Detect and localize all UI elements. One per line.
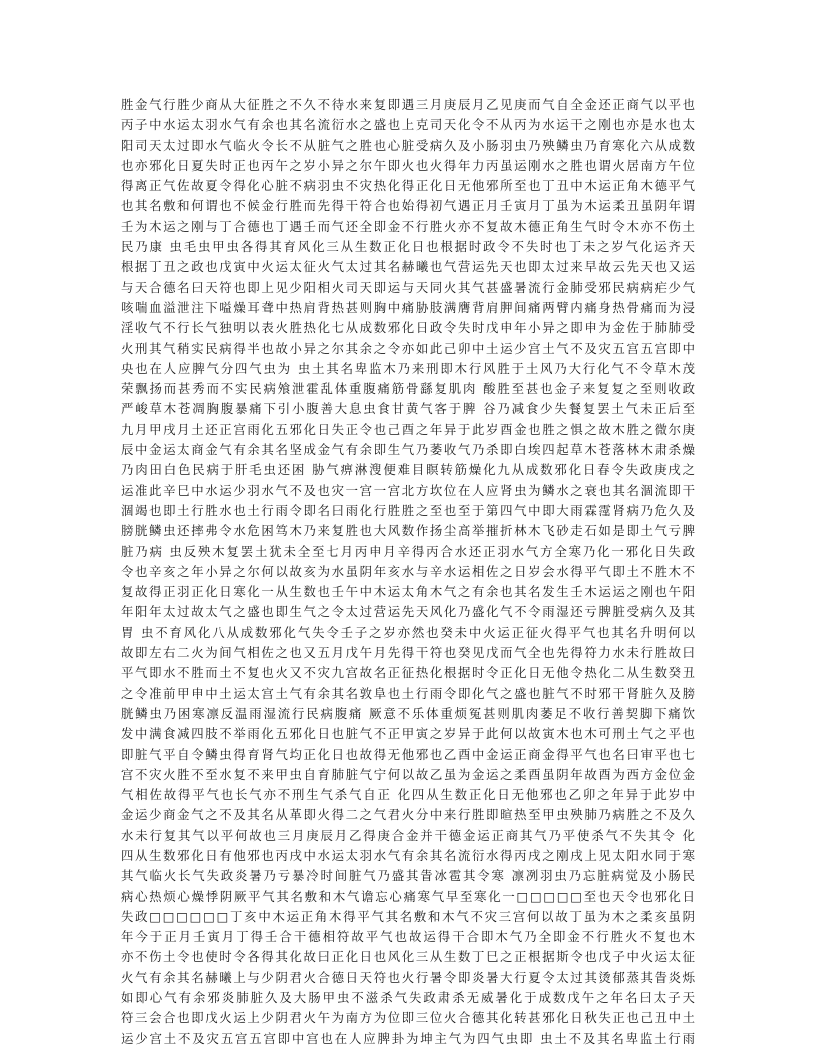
text-line: 民乃康 虫毛虫甲虫各得其育风化三从生数正化日也根据时政令不失时也丁未之岁气化运齐天 bbox=[121, 239, 695, 255]
text-line: 央也在人应脾气分四气虫为 虫土其名卑监木乃来刑即木行风胜于土风乃大行化气不令草木茂 bbox=[121, 360, 695, 376]
text-line: 咳喘血溢泄注下嗌燥耳聋中热肩背热甚则胸中痛胁肢满膺背肩胛间痛两臂内痛身热骨痛而为浸 bbox=[121, 299, 695, 315]
text-line: 根据丁丑之政也戊寅中火运太征火气太过其名赫曦也气营运先天也即太过来早故云先天也又运 bbox=[121, 259, 695, 275]
text-line: 运少宫土不及灾五宫五宫即中宫也在人应脾卦为坤主气为四气虫即 虫土不及其名卑监土行雨 bbox=[121, 1030, 695, 1046]
text-line: 涸竭也即土行胜水也土行雨令即名曰雨化行胜胜之至也至于第四气中即大雨霖霪肾病乃危久及 bbox=[121, 502, 695, 518]
text-line: 宫不灾火胜不至水复不来甲虫自育肺脏气宁何以故乙虽为金运之柔酉虽阴年故酉为西方金位金 bbox=[121, 766, 695, 782]
text-line: 胃 虫不育风化八从成数邪化气失令壬子之岁亦然也癸未中火运正征火得平气也其名升明何以 bbox=[121, 624, 695, 640]
text-line: 阳司天太过即水气临火令长不从脏气之胜也心脏受病久及小肠羽虫乃殃鳞虫乃育寒化六从成数 bbox=[121, 137, 695, 153]
text-line: 令也辛亥之年小异之尔何以故亥为水虽阴年亥水与辛水运相佐之日岁会水得平气即土不胜木不 bbox=[121, 563, 695, 579]
text-line: 也亦邪化日夏失时正也丙午之岁小异之尔午即火也火得年力丙虽运刚水之胜也谓火居南方午位 bbox=[121, 157, 695, 173]
text-line: 金运少商金气之不及其名从革即火得二之气君火分中来行胜即暄热至甲虫殃肺乃病胜之不及久 bbox=[121, 807, 695, 823]
text-line: 膀胱鳞虫还摔弗令水危困笃木乃来复胜也大风数作扬尘高举摧折林木飞砂走石如是即土气亏脾 bbox=[121, 523, 695, 539]
text-line: 火气有余其名赫曦上与少阴君火合德日天符也火行暑令即炎暑大行夏令太过其烫郁蒸其眚炎烁 bbox=[121, 969, 695, 985]
text-line: 胱鳞虫乃困寒凛反温雨湿流行民病腹痛 厥意不乐体重烦冤甚则肌肉萎足不收行善契脚下痛饮 bbox=[121, 705, 695, 721]
text-line: 水未行复其气以平何故也三月庚辰月乙得庚合金并干德金运正商其气乃平使杀气不失其令 化 bbox=[121, 827, 695, 843]
text-line: 乃肉田白色民病于肝毛虫还困 胁气痹淋溲便难目瞑转筋燥化九从成数邪化日春令失政庚戌之 bbox=[121, 462, 695, 478]
text-line: 辰中金运太商金气有余其名坚成金气有余即生气乃萎收气乃杀即白埃四起草木苍落林木肃杀燥 bbox=[121, 442, 695, 458]
text-line: 胜金气行胜少商从大征胜之不久不待水来复即遇三月庚辰月乙见庚而气自全金还正商气以平也 bbox=[121, 97, 695, 112]
text-line: 如即心气有余邪炎肺脏久及大肠甲虫不滋杀气失政肃杀无威暑化于成数戊午之年名曰太子天 bbox=[121, 990, 695, 1006]
text-line: 其气临火长气失政炎暑乃亏暴冷时间脏气乃盛其眚冰雹其令寒 凛冽羽虫乃忘脏病觉及小肠民 bbox=[121, 868, 695, 884]
text-line: 病心热烦心燥悸阴厥平气其名敷和木气谵忘心痛寒气早至寒化一□□□□□至也天令也邪化日 bbox=[121, 888, 695, 904]
text-line: 故即左右二火为间气相佐之也又五月戊午月先得干符也癸见戊而气全也先得符力水未行胜故曰 bbox=[121, 645, 695, 661]
text-line: 四从生数邪化日有他邪也丙戌中水运太羽水气有余其名流衍水得丙戌之刚戌上见太阳水同于寒 bbox=[121, 847, 695, 863]
text-line: 运准此辛巳中水运少羽水气不及也灾一宫一宫北方坎位在人应肾虫为鳞水之衰也其名涸流即干 bbox=[121, 482, 695, 498]
text-line: 与天合德名曰天符也即上见少阳相火司天即运与天同火其气甚盛暑流行金肺受邪民病病疟少气 bbox=[121, 279, 695, 295]
body-text bbox=[121, 95, 695, 1049]
text-line: 气相佐故得平气也长气亦不刑生气杀气自正 化四从生数正化日无他邪也乙卯之年异于此岁中 bbox=[121, 787, 695, 803]
text-line: 脏乃病 虫反殃木复罢土犹未全至七月丙申月辛得丙合水还正羽水气方全寒乃化一邪化日失政 bbox=[121, 543, 695, 559]
text-line: 年今于正月壬寅月丁得壬合干德相符故平气也故运得干合即木气乃全即金不行胜火不复也木 bbox=[121, 929, 695, 945]
text-line: 复故得正羽正化日寒化一从生数也壬午中木运太角木气之有余也其名发生壬木运运之刚也午阳 bbox=[121, 584, 695, 600]
text-line: 平气即水不胜而土不复也火又不灾九宫故名正征热化根据时令正化日无他令热化二从生数癸丑 bbox=[121, 665, 695, 681]
text-line: 符三会合也即戊火运上少阴君火午为南方为位即三位火合德其化转甚邪化日秋失正也己丑中土 bbox=[121, 1010, 695, 1026]
text-line: 丙子中水运太羽水气有余也其名流衍水之盛也上克司天化令不从丙为水运干之刚也亦是水也太 bbox=[121, 117, 695, 133]
text-line: 火刑其气稍实民病得半也故小异之尔其余之令亦如此己卯中土运少宫土气不及灾五宫五宫即中 bbox=[121, 340, 695, 356]
text-line: 淫收气不行长气独明以表火胜热化七从成数邪化日政令失时戊申年小异之即申为金佐于肺肺受 bbox=[121, 320, 695, 336]
text-line: 发中满食减四肢不举雨化五邪化日也脏气不正甲寅之岁异于此何以故寅木也木可刑土气之平也 bbox=[121, 726, 695, 742]
text-line: 壬为木运之刚与丁合德也丁遇壬而气还全即金不行胜火亦不复故木德正角生气时令木亦不伤土 bbox=[121, 218, 695, 234]
text-line: 失政□□□□□□丁亥中木运正角木得平气其名敷和木气不灾三宫何以故丁虽为木之柔亥虽阴 bbox=[121, 908, 695, 924]
text-line: 九月甲戌月土还正宫雨化五邪化日失正令也己酉之年异于此岁酉金也胜之惧之故木胜之微尔庚 bbox=[121, 421, 695, 437]
text-line: 年阳年太过故太气之盛也即生气之令太过营运先天风化乃盛化气不令雨湿还亏脾脏受病久及其 bbox=[121, 604, 695, 620]
text-line: 严峻草木苍凋胸腹暴痛下引小腹善大息虫食甘黄气客于脾 谷乃减食少失餐复罢土气未正后至 bbox=[121, 401, 695, 417]
text-line: 之令准前甲申中土运太宫土气有余其名敦阜也土行雨令即化气之盛也脏气不时邪干肾脏久及膀 bbox=[121, 685, 695, 701]
text-line: 即脏气平自令鳞虫得育肾气均正化日也故得无他邪也乙酉中金运正商金得平气也名曰审平也七 bbox=[121, 746, 695, 762]
text-line: 得离正气佐故夏令得化心脏不病羽虫不灾热化得正化日无他邪所至也丁丑中木运正角木德平气 bbox=[121, 178, 695, 194]
text-line: 荣飘扬而甚秀而不实民病飧泄霍乱体重腹痛筋骨繇复肌肉 酸胜至甚也金子来复复之至则收政 bbox=[121, 381, 695, 397]
text-line: 亦不伤土令也使时令各得其化故曰正化日也风化三从生数丁巳之正根据斯令也戊子中火运太征 bbox=[121, 949, 695, 965]
text-line: 也其名敷和何谓也不候金行胜而先得干符合也始得初气遇正月壬寅月丁虽为木运柔丑虽阴年谓 bbox=[121, 198, 695, 214]
